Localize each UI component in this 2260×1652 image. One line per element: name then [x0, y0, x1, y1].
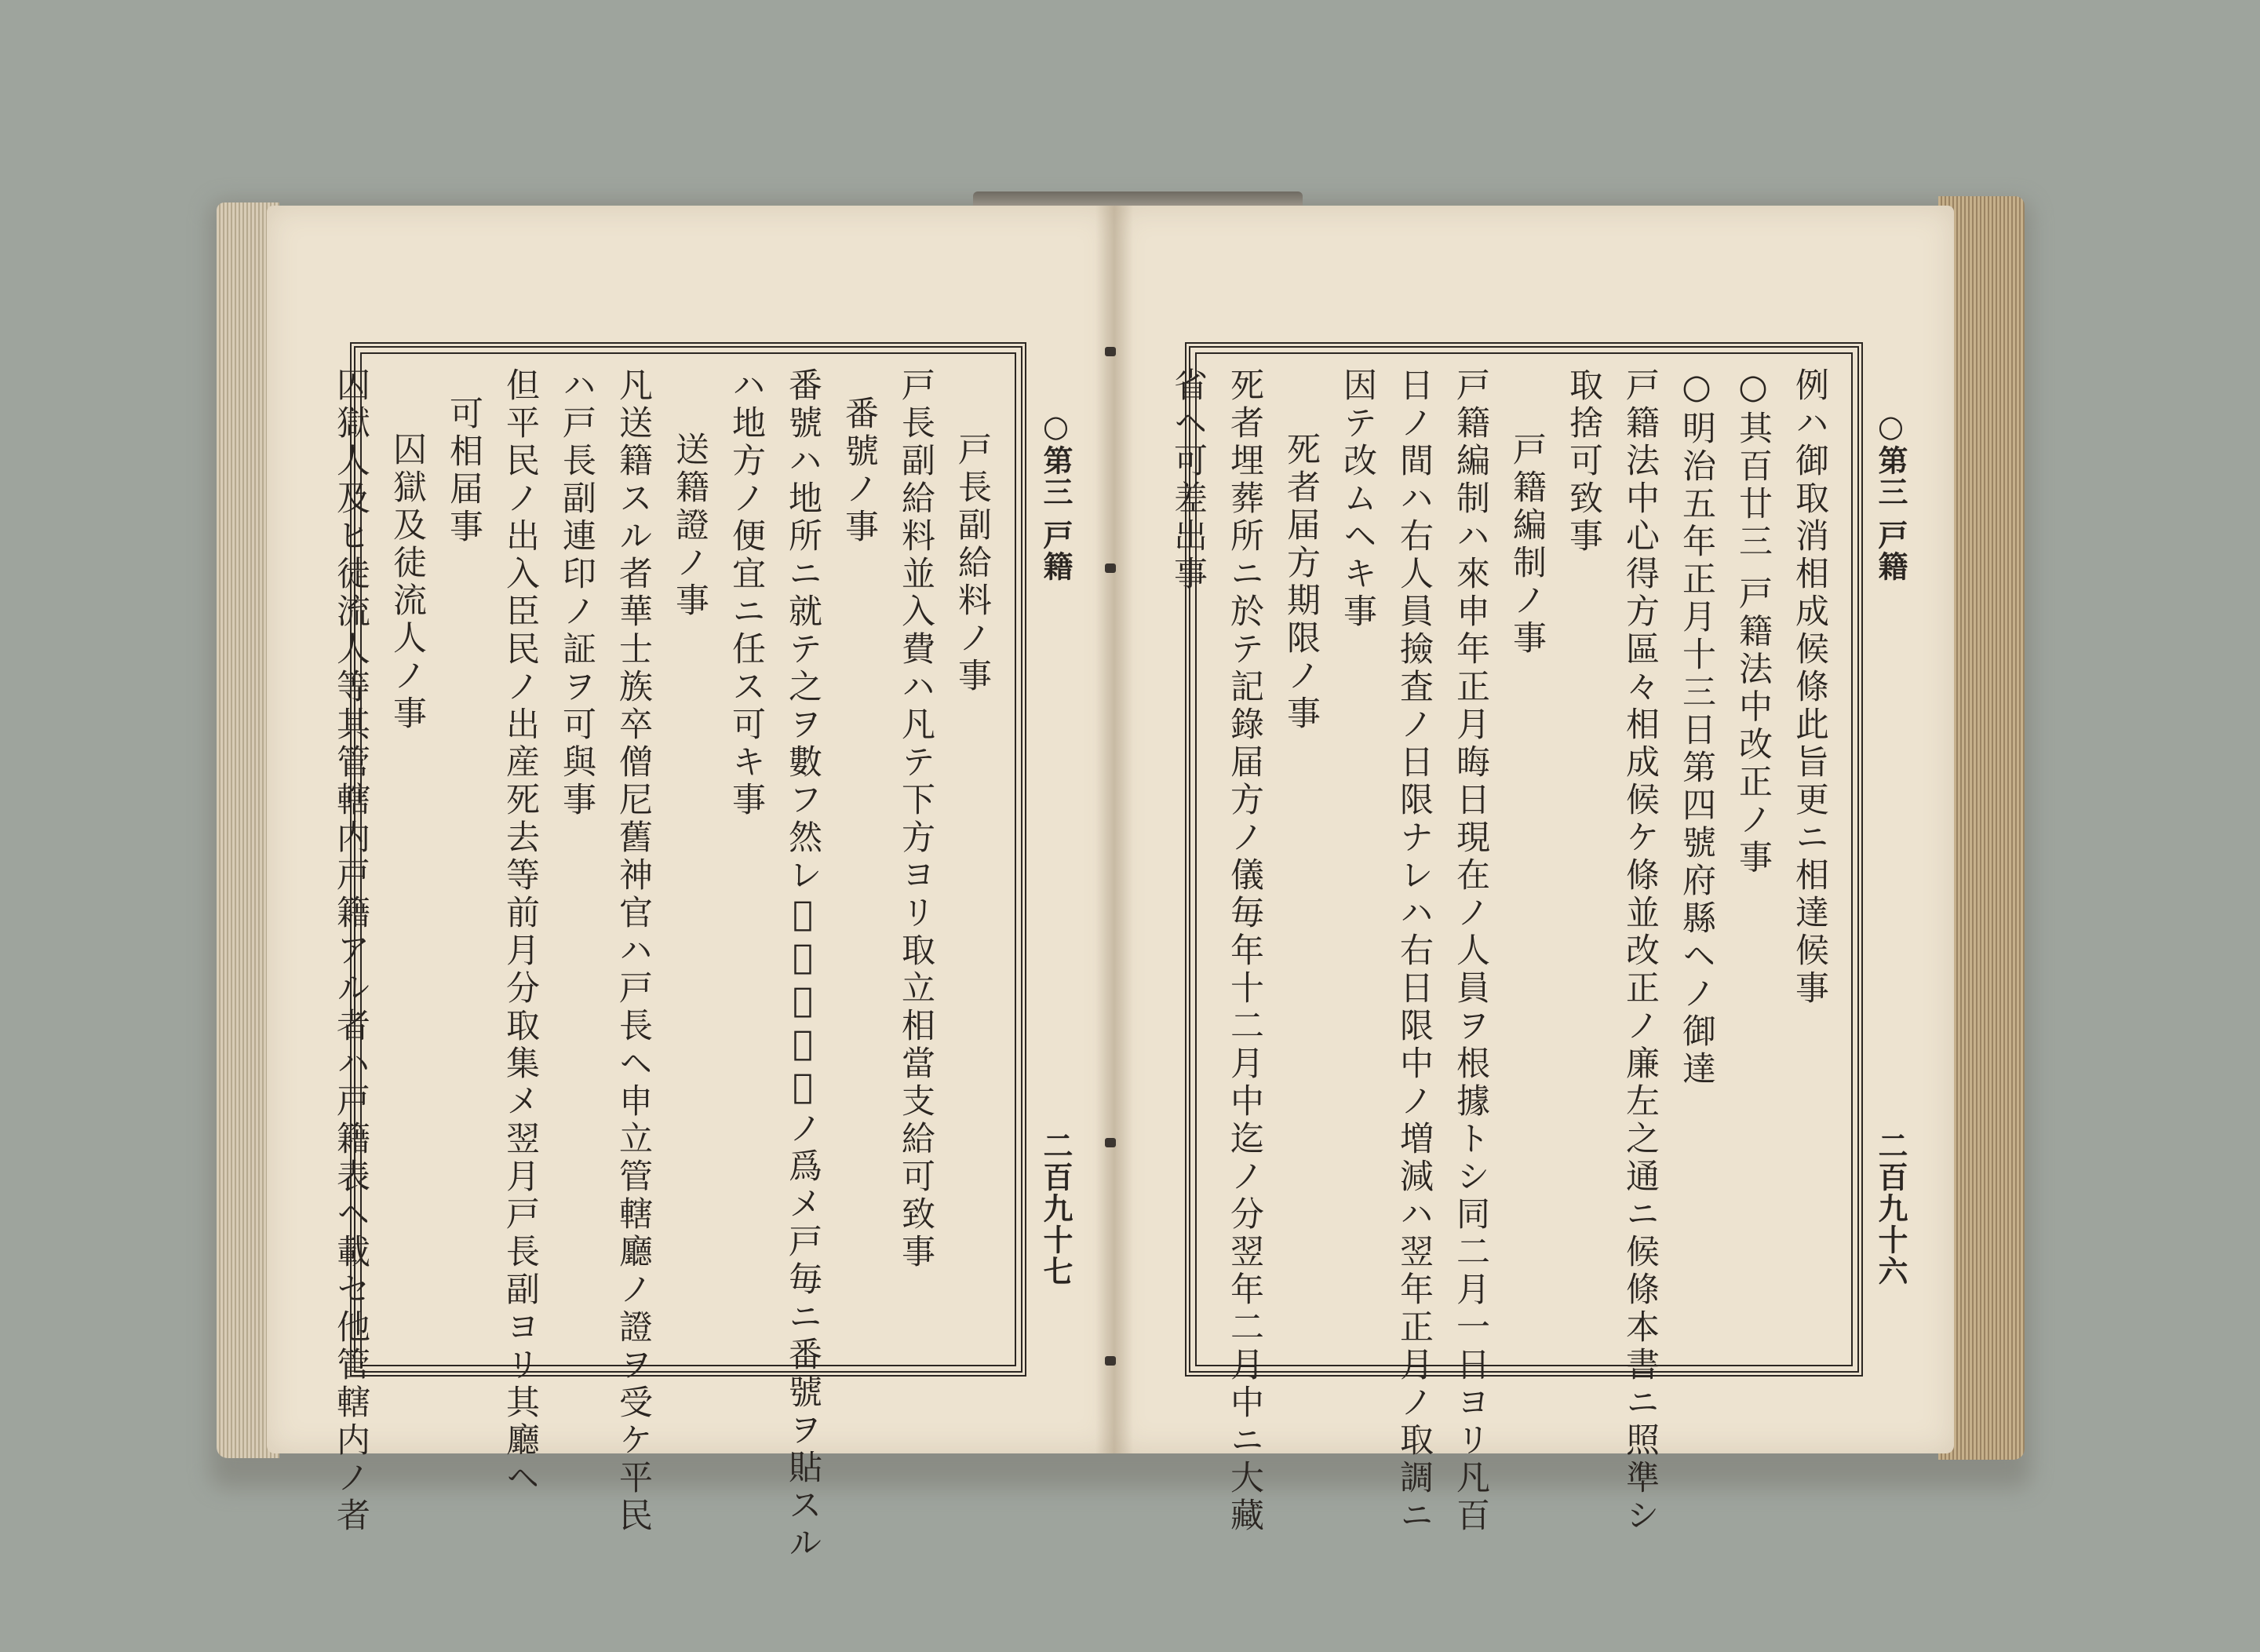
right-running-head: ○第三 戸籍	[1873, 408, 1908, 583]
body-line: ハ戸長副連印ノ証ヲ可與事	[557, 367, 596, 819]
body-line: ○明治五年正月十三日第四號府縣ヘノ御達	[1677, 367, 1716, 1089]
section-heading: 送籍證ノ事	[670, 432, 709, 620]
binding-stitch	[1105, 563, 1116, 573]
body-line: 省ヘ可差出事	[1168, 367, 1208, 593]
body-line: 可相届事	[444, 396, 483, 546]
book-gutter	[1095, 206, 1133, 1453]
body-line: 戸長副給料並入費ハ凡テ下方ヨリ取立相當支給可致事	[896, 367, 935, 1271]
body-line: 取捨可致事	[1564, 367, 1603, 556]
right-page-number: 二百九十六	[1873, 1130, 1908, 1287]
left-page-number: 二百九十七	[1038, 1130, 1074, 1287]
section-heading: 死者届方期限ノ事	[1281, 432, 1321, 733]
body-line: 但平民ノ出入臣民ノ出産死去等前月分取集メ翌月戸長副ヨリ其廳ヘ	[501, 367, 540, 1497]
body-line: 因テ改ムヘキ事	[1338, 367, 1377, 631]
body-line: 戸籍編制ハ來申年正月晦日現在ノ人員ヲ根據トシ同二月一日ヨリ凡百	[1451, 367, 1490, 1535]
section-heading: 戸籍編制ノ事	[1507, 432, 1547, 658]
binding-stitch	[1105, 1356, 1116, 1366]
section-heading: 戸長副給料ノ事	[953, 432, 992, 695]
body-line: 戸籍法中心得方區々相成候ケ條並改正ノ廉左之通ニ候條本書ニ照準シ	[1620, 367, 1660, 1535]
binding-stitch	[1105, 347, 1116, 356]
section-heading: ○其百廿三 戸籍法中改正ノ事	[1733, 367, 1773, 877]
body-line: 番號ハ地所ニ就テ之ヲ數フ然レ𪜈戸數點撿ノ爲メ戸毎ニ番號ヲ貼スル	[783, 367, 822, 1563]
left-page-body	[331, 367, 1001, 1563]
body-line: 死者埋葬所ニ於テ記錄届方ノ儀毎年十二月中迄ノ分翌年二月中ニ大藏	[1225, 367, 1264, 1535]
section-heading: 番號ノ事	[840, 396, 879, 546]
body-line: 日ノ間ハ右人員撿査ノ日限ナレハ右日限中ノ増減ハ翌年正月ノ取調ニ	[1394, 367, 1434, 1535]
body-line: ハ地方ノ便宜ニ任ス可キ事	[727, 367, 766, 819]
binding-stitch	[1105, 1138, 1116, 1147]
body-line: 囚獄人及ヒ徒流人等其管轄内戸籍アル者ハ戸籍表ヘ載セ他管轄内ノ者	[331, 367, 370, 1535]
section-heading: 囚獄及徒流人ノ事	[388, 432, 427, 733]
body-line: 凡送籍スル者華士族卒僧尼舊神官ハ戸長ヘ申立管轄廳ノ證ヲ受ケ平民	[614, 367, 653, 1535]
left-running-head: ○第三 戸籍	[1038, 408, 1074, 583]
body-line: 例ハ御取消相成候條此旨更ニ相達候事	[1790, 367, 1829, 1008]
right-page-body	[1168, 367, 1838, 1535]
